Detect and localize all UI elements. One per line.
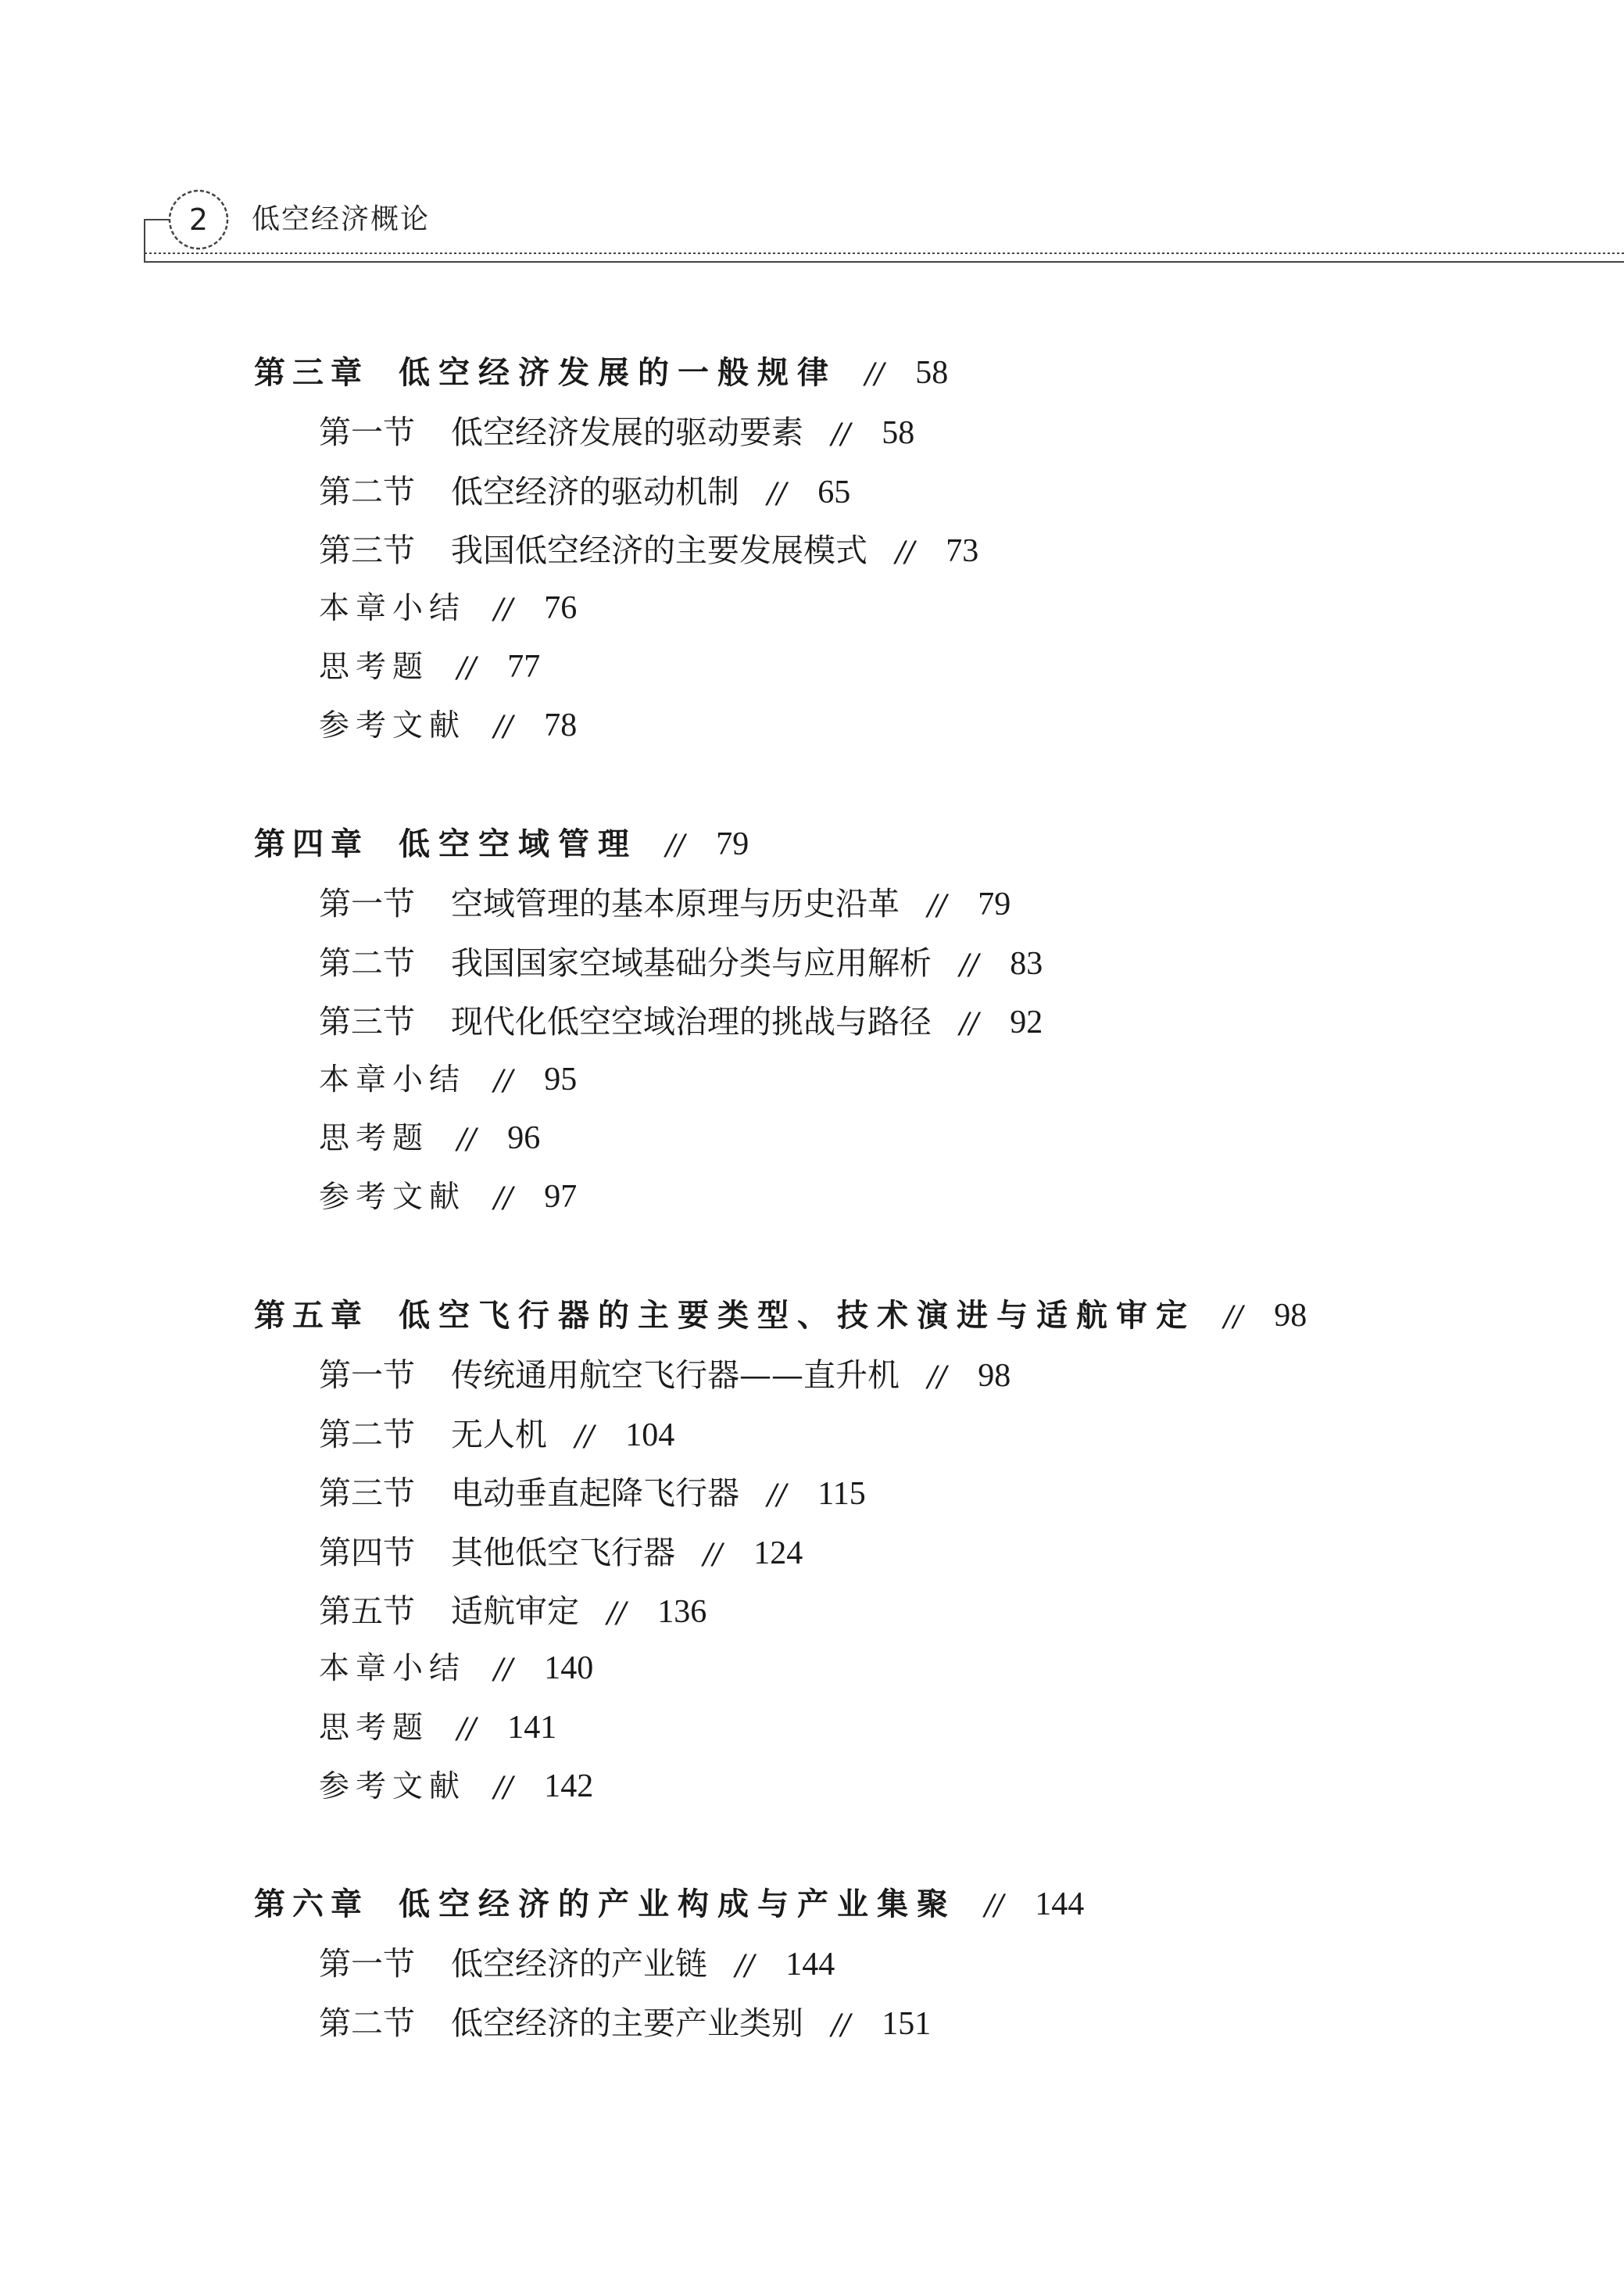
- aux-page: 97: [544, 1179, 578, 1216]
- toc-aux-item[interactable]: [319, 1055, 577, 1099]
- page-separator: //: [494, 1771, 513, 1804]
- chapter-page: 144: [1035, 1886, 1085, 1922]
- section-title: 低空经济的产业链: [451, 1945, 707, 1983]
- section-page: 115: [817, 1476, 866, 1513]
- section-title: 低空经济的驱动机制: [451, 472, 739, 510]
- section-page: 151: [882, 2005, 932, 2042]
- toc-section[interactable]: [319, 1409, 674, 1455]
- aux-page: 142: [544, 1768, 594, 1805]
- toc-aux-item[interactable]: [319, 1173, 577, 1216]
- chapter-page: 79: [716, 826, 749, 862]
- section-title: 电动垂直起降飞行器: [451, 1474, 739, 1513]
- page-separator: //: [960, 1008, 979, 1041]
- chapter-title: 低空空域管理: [399, 826, 638, 862]
- aux-title: 参考文献: [319, 1769, 467, 1805]
- toc-section[interactable]: [319, 1585, 706, 1632]
- section-number: 第三节: [319, 1003, 415, 1041]
- page-separator: //: [928, 890, 947, 922]
- toc-section[interactable]: [319, 1467, 866, 1513]
- section-page: 104: [625, 1417, 675, 1453]
- page-separator: //: [832, 418, 851, 451]
- toc-aux-item[interactable]: [319, 1644, 593, 1688]
- page-separator: //: [832, 2008, 851, 2041]
- page-separator: //: [494, 711, 513, 743]
- page-separator: //: [703, 1538, 723, 1571]
- page-separator: //: [896, 536, 915, 569]
- page-separator: //: [494, 1064, 513, 1097]
- toc-section[interactable]: [319, 1997, 931, 2044]
- section-number: 第二节: [319, 472, 415, 510]
- aux-page: 77: [507, 649, 541, 685]
- page-separator: //: [666, 829, 685, 861]
- section-page: 136: [657, 1594, 707, 1630]
- section-title: 现代化低空空域治理的挑战与路径: [451, 1003, 932, 1041]
- book-title: 低空经济概论: [252, 203, 431, 235]
- toc-chapter[interactable]: [254, 1879, 1084, 1924]
- section-number: 第三节: [319, 532, 415, 570]
- section-title: 低空经济的主要产业类别: [451, 2004, 803, 2042]
- chapter-title: 低空经济发展的一般规律: [399, 355, 837, 391]
- page-separator: //: [457, 652, 477, 684]
- section-number: 第二节: [319, 2004, 415, 2042]
- chapter-page: 58: [915, 355, 949, 391]
- toc-section[interactable]: [319, 996, 1043, 1042]
- chapter-title: 低空飞行器的主要类型、技术演进与适航审定: [399, 1298, 1196, 1334]
- toc-section[interactable]: [319, 1938, 835, 1984]
- section-page: 144: [785, 1947, 835, 1983]
- chapter-page: 98: [1274, 1298, 1307, 1334]
- toc-chapter[interactable]: [254, 348, 948, 392]
- section-page: 124: [753, 1535, 803, 1571]
- page-separator: //: [865, 358, 885, 390]
- chapter-number: 第六章: [254, 1886, 369, 1922]
- section-page: 92: [1010, 1005, 1043, 1041]
- toc-section[interactable]: [319, 1349, 1011, 1395]
- page-separator: //: [575, 1420, 595, 1453]
- section-title: 空域管理的基本原理与历史沿革: [451, 885, 900, 923]
- section-number: 第一节: [319, 885, 415, 923]
- page-separator: //: [735, 1950, 755, 1983]
- section-page: 65: [817, 474, 851, 510]
- section-number: 第一节: [319, 1945, 415, 1983]
- page-separator: //: [767, 1479, 787, 1512]
- toc-section[interactable]: [319, 525, 978, 571]
- section-page: 98: [978, 1358, 1011, 1395]
- section-title: 适航审定: [451, 1592, 579, 1630]
- aux-title: 思考题: [319, 1710, 430, 1746]
- page-separator: //: [457, 1712, 477, 1745]
- section-number: 第一节: [319, 414, 415, 452]
- aux-page: 140: [544, 1650, 594, 1687]
- section-title: 我国国家空域基础分类与应用解析: [451, 944, 932, 982]
- aux-page: 78: [544, 707, 578, 744]
- toc-aux-item[interactable]: [319, 584, 577, 628]
- toc-aux-item[interactable]: [319, 1703, 556, 1747]
- section-page: 58: [882, 415, 915, 452]
- toc-aux-item[interactable]: [319, 1762, 593, 1806]
- toc-aux-item[interactable]: [319, 701, 577, 745]
- toc-chapter[interactable]: [254, 819, 749, 864]
- aux-title: 本章小结: [319, 1651, 467, 1687]
- aux-page: 141: [507, 1709, 557, 1746]
- aux-page: 76: [544, 589, 578, 626]
- page-separator: //: [494, 593, 513, 625]
- toc-section[interactable]: [319, 937, 1043, 983]
- section-page: 79: [978, 887, 1011, 923]
- aux-title: 本章小结: [319, 590, 467, 626]
- page-separator: //: [607, 1597, 627, 1629]
- chapter-number: 第四章: [254, 826, 369, 862]
- section-number: 第二节: [319, 944, 415, 982]
- toc-chapter[interactable]: [254, 1291, 1307, 1335]
- toc-section[interactable]: [319, 1527, 803, 1573]
- chapter-number: 第五章: [254, 1298, 369, 1334]
- aux-title: 思考题: [319, 1121, 430, 1156]
- section-page: 73: [946, 533, 979, 570]
- section-title: 无人机: [451, 1415, 547, 1453]
- running-header: [0, 0, 1624, 281]
- page-separator: //: [457, 1123, 477, 1155]
- section-number: 第一节: [319, 1356, 415, 1395]
- aux-title: 思考题: [319, 650, 430, 685]
- page-separator: //: [985, 1890, 1004, 1922]
- chapter-title: 低空经济的产业构成与产业集聚: [399, 1886, 957, 1922]
- aux-title: 参考文献: [319, 1180, 467, 1216]
- section-title: 其他低空飞行器: [451, 1533, 675, 1571]
- toc-section[interactable]: [319, 466, 850, 512]
- toc-section[interactable]: [319, 878, 1011, 924]
- chapter-number: 第三章: [254, 355, 369, 391]
- section-title: 我国低空经济的主要发展模式: [451, 532, 867, 570]
- aux-title: 本章小结: [319, 1062, 467, 1098]
- section-page: 83: [1010, 945, 1043, 982]
- aux-page: 96: [507, 1120, 541, 1156]
- page-separator: //: [960, 948, 979, 981]
- page-separator: //: [494, 1182, 513, 1215]
- section-number: 第三节: [319, 1474, 415, 1513]
- page-separator: //: [1224, 1301, 1243, 1333]
- page-separator: //: [494, 1653, 513, 1686]
- aux-page: 95: [544, 1061, 578, 1098]
- toc-aux-item[interactable]: [319, 1114, 540, 1158]
- aux-title: 参考文献: [319, 708, 467, 744]
- section-title: 低空经济发展的驱动要素: [451, 414, 803, 452]
- section-number: 第二节: [319, 1415, 415, 1453]
- section-number: 第五节: [319, 1592, 415, 1630]
- section-title: 传统通用航空飞行器——直升机: [451, 1356, 900, 1395]
- section-number: 第四节: [319, 1533, 415, 1571]
- page-separator: //: [767, 477, 787, 510]
- header-rule: [0, 0, 1624, 281]
- page-separator: //: [928, 1361, 947, 1394]
- toc-section[interactable]: [319, 407, 914, 453]
- page-number: 2: [188, 202, 209, 237]
- toc-aux-item[interactable]: [319, 643, 540, 686]
